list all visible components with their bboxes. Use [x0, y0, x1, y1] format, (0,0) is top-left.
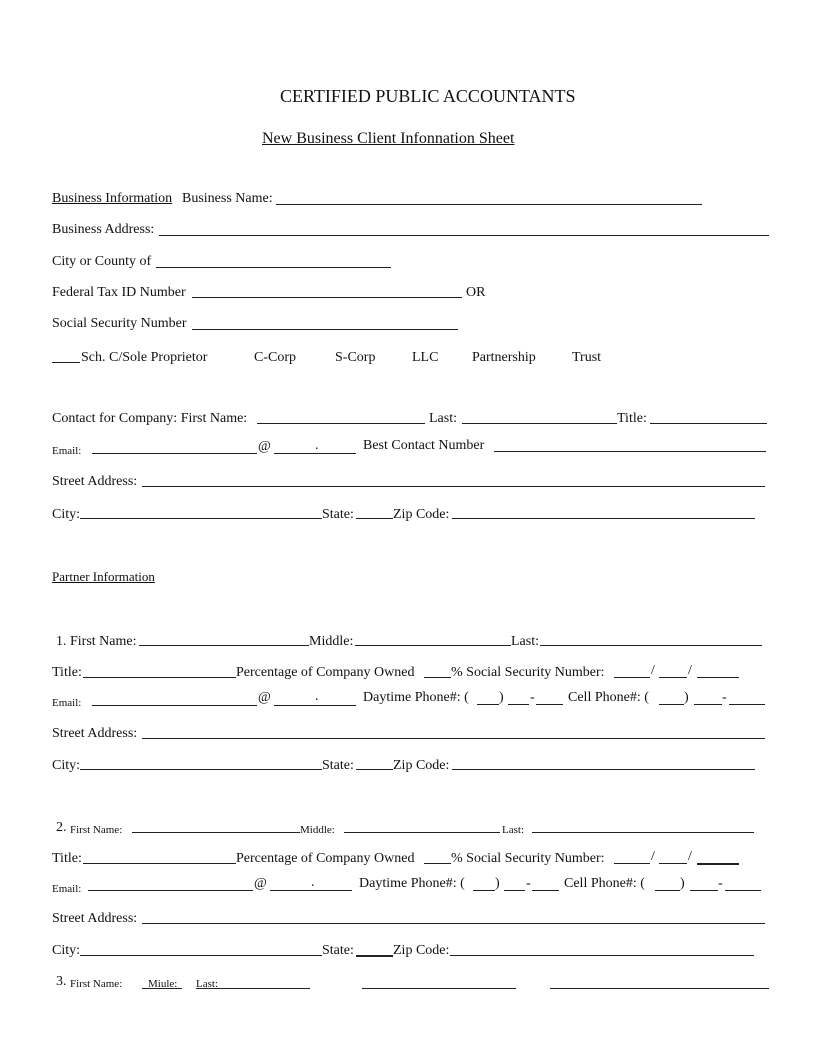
business-address-field[interactable]	[159, 235, 769, 236]
partner1-daytime-dash: -	[530, 690, 535, 705]
business-ssn-label: Social Security Number	[52, 316, 187, 331]
tax-id-field[interactable]	[192, 297, 462, 298]
partner1-daytime-paren: )	[499, 690, 504, 705]
entity-type-llc[interactable]: LLC	[412, 350, 439, 365]
partner1-last-field[interactable]	[540, 645, 762, 646]
partner2-cell-line-field[interactable]	[725, 890, 761, 891]
partner1-last-label: Last:	[511, 634, 539, 649]
contact-last-field[interactable]	[462, 423, 617, 424]
partner2-email-dot: .	[311, 875, 315, 890]
partner3-first-name-label: First Name:	[70, 978, 123, 990]
partner1-ssn-part1-field[interactable]	[614, 677, 650, 678]
partner2-zip-label: Zip Code:	[393, 943, 450, 958]
partner2-email-at: @	[254, 876, 267, 891]
partner1-cell-line-field[interactable]	[729, 704, 765, 705]
partner1-title-field[interactable]	[83, 677, 236, 678]
business-name-label: Business Name:	[182, 191, 273, 206]
partner3-number: 3.	[56, 974, 67, 989]
entity-type-blank[interactable]	[52, 362, 80, 363]
partner1-first-name-field[interactable]	[139, 645, 309, 646]
partner2-first-name-field[interactable]	[132, 832, 300, 833]
entity-type-partnership[interactable]: Partnership	[472, 350, 536, 365]
contact-first-name-label: Contact for Company: First Name:	[52, 411, 248, 426]
partner2-title-field[interactable]	[83, 863, 236, 864]
entity-type-sole-proprietor[interactable]: Sch. C/Sole Proprietor	[81, 350, 208, 365]
partner2-ssn-part2-field[interactable]	[659, 863, 687, 864]
contact-title-label: Title:	[617, 411, 647, 426]
partner2-daytime-area-field[interactable]	[473, 890, 495, 891]
contact-email-at: @	[258, 439, 271, 454]
partner2-cell-area-field[interactable]	[655, 890, 680, 891]
partner2-middle-field[interactable]	[344, 832, 500, 833]
partner1-state-label: State:	[322, 758, 354, 773]
entity-type-trust[interactable]: Trust	[572, 350, 602, 365]
partner2-cell-dash: -	[718, 876, 723, 891]
partner1-cell-area-field[interactable]	[659, 704, 684, 705]
partner1-email-dot: .	[315, 689, 319, 704]
partner1-email-at: @	[258, 690, 271, 705]
partner1-ssn-slash2: /	[688, 663, 692, 678]
partner2-zip-field[interactable]	[450, 955, 754, 956]
business-section-label: Business Information	[52, 191, 173, 206]
partner2-cell-label: Cell Phone#: (	[564, 876, 645, 891]
or-label: OR	[466, 285, 486, 300]
partner3-last-field-a[interactable]	[196, 988, 310, 989]
contact-state-label: State:	[322, 507, 354, 522]
partner2-ssn-slash2: /	[688, 849, 692, 864]
partner-section-label: Partner Information	[52, 569, 155, 584]
contact-street-label: Street Address:	[52, 474, 138, 489]
business-name-field[interactable]	[276, 204, 702, 205]
partner3-last-label: Last:	[196, 978, 218, 990]
partner3-middle-field[interactable]	[362, 988, 516, 989]
partner1-first-name-label: 1. First Name:	[56, 634, 137, 649]
contact-zip-label: Zip Code:	[393, 507, 450, 522]
partner3-middle-label: Miule:	[148, 978, 178, 990]
partner2-first-name-label: First Name:	[70, 824, 123, 836]
partner3-last-field-b[interactable]	[550, 988, 769, 989]
partner1-email-domain-field[interactable]	[274, 705, 356, 706]
city-county-label: City or County of	[52, 254, 152, 269]
partner2-daytime-dash: -	[526, 876, 531, 891]
page-subtitle: New Business Client Infonnation Sheet	[262, 130, 515, 147]
contact-last-label: Last:	[429, 411, 457, 426]
partner1-daytime-area-field[interactable]	[477, 704, 499, 705]
contact-city-field[interactable]	[80, 518, 322, 519]
partner2-ssn-slash1: /	[651, 849, 655, 864]
partner2-city-field[interactable]	[80, 955, 322, 956]
page-title: CERTIFIED PUBLIC ACCOUNTANTS	[280, 86, 576, 106]
partner1-email-label: Email:	[52, 697, 82, 709]
partner2-daytime-label: Daytime Phone#: (	[359, 876, 465, 891]
partner2-pct-field[interactable]	[424, 863, 451, 864]
partner1-daytime-prefix-field[interactable]	[508, 704, 529, 705]
contact-zip-field[interactable]	[452, 518, 755, 519]
partner1-street-label: Street Address:	[52, 726, 138, 741]
contact-title-field[interactable]	[650, 423, 767, 424]
contact-first-name-field[interactable]	[257, 423, 425, 424]
partner2-state-field[interactable]	[356, 955, 393, 957]
business-ssn-field[interactable]	[192, 329, 458, 330]
partner1-cell-label: Cell Phone#: (	[568, 690, 649, 705]
partner2-cell-prefix-field[interactable]	[690, 890, 718, 891]
partner2-middle-label: Middle:	[300, 824, 335, 836]
partner2-daytime-paren: )	[495, 876, 500, 891]
partner1-pct-field[interactable]	[424, 677, 451, 678]
partner1-street-field[interactable]	[142, 738, 765, 739]
partner1-ssn-label: % Social Security Number:	[451, 665, 605, 680]
partner2-pct-label: Percentage of Company Owned	[236, 851, 415, 866]
partner1-zip-label: Zip Code:	[393, 758, 450, 773]
partner2-last-field[interactable]	[532, 832, 754, 833]
contact-city-label: City:	[52, 507, 81, 522]
partner1-state-field[interactable]	[356, 769, 393, 770]
contact-street-field[interactable]	[142, 486, 765, 487]
partner2-cell-paren: )	[680, 876, 685, 891]
partner2-ssn-part1-field[interactable]	[614, 863, 650, 864]
partner2-street-label: Street Address:	[52, 911, 138, 926]
partner1-cell-paren: )	[684, 690, 689, 705]
partner1-ssn-slash1: /	[651, 663, 655, 678]
best-contact-number-label: Best Contact Number	[363, 438, 485, 453]
partner1-pct-label: Percentage of Company Owned	[236, 665, 415, 680]
partner2-state-label: State:	[322, 943, 354, 958]
partner1-city-label: City:	[52, 758, 81, 773]
contact-state-field[interactable]	[356, 518, 393, 519]
partner1-cell-dash: -	[722, 690, 727, 705]
partner2-ssn-label: % Social Security Number:	[451, 851, 605, 866]
contact-email-label: Email:	[52, 445, 82, 457]
business-address-label: Business Address:	[52, 222, 155, 237]
partner2-title-label: Title:	[52, 851, 82, 866]
best-contact-number-field[interactable]	[494, 451, 766, 452]
city-county-field[interactable]	[156, 267, 391, 268]
partner1-city-field[interactable]	[80, 769, 322, 770]
partner1-title-label: Title:	[52, 665, 82, 680]
partner2-email-user-field[interactable]	[88, 890, 253, 891]
partner1-daytime-line-field[interactable]	[536, 704, 563, 705]
partner2-ssn-part3-field[interactable]	[697, 863, 739, 865]
partner1-middle-field[interactable]	[355, 645, 511, 646]
partner2-email-label: Email:	[52, 883, 82, 895]
contact-email-user-field[interactable]	[92, 453, 257, 454]
partner1-daytime-label: Daytime Phone#: (	[363, 690, 469, 705]
partner2-daytime-prefix-field[interactable]	[504, 890, 525, 891]
partner1-ssn-part2-field[interactable]	[659, 677, 687, 678]
partner1-cell-prefix-field[interactable]	[694, 704, 722, 705]
partner2-street-field[interactable]	[142, 923, 765, 924]
partner1-zip-field[interactable]	[452, 769, 755, 770]
tax-id-label: Federal Tax ID Number	[52, 285, 186, 300]
partner2-daytime-line-field[interactable]	[532, 890, 559, 891]
partner1-middle-label: Middle:	[309, 634, 354, 649]
partner2-number: 2.	[56, 820, 67, 835]
contact-email-dot: .	[315, 438, 319, 453]
partner1-ssn-part3-field[interactable]	[697, 677, 739, 678]
partner2-city-label: City:	[52, 943, 81, 958]
partner2-last-label: Last:	[502, 824, 524, 836]
entity-type-s-corp[interactable]: S-Corp	[335, 350, 376, 365]
entity-type-c-corp[interactable]: C-Corp	[254, 350, 296, 365]
partner1-email-user-field[interactable]	[92, 705, 257, 706]
